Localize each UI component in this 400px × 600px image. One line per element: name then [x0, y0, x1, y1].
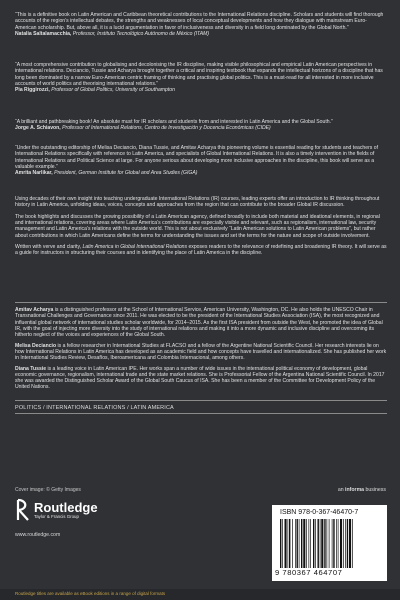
ebook-notice: Routledge titles are available as eBook editions in a range of digital formats [15, 591, 166, 596]
editor-bios [15, 307, 387, 391]
reviewer-affiliation: Professor of International Relations, Centro de Investigación y Docencia Económicas (CIDE) [62, 125, 271, 132]
divider [15, 400, 387, 401]
review-quote: “Under the outstanding editorship of Melisa Deciancio, Diana Tussie, and Amitav Acharya this pioneering volume is essential reading for students and teachers of International Relations specifically with reference to Latin America, and specialists of Global International Relations. It is also a timely intervention in the fields of International Relations and Political Science at large. For anyone serious about developing more inclusive approaches in the discipline, this book will serve as a valuable example.” [15, 145, 378, 170]
review-4 [15, 145, 387, 177]
reviewer-affiliation: Professor, Instituto Tecnológico Autónomo de México (ITAM) [72, 30, 210, 37]
routledge-logo [15, 495, 115, 525]
bio-tussie: Diana Tussie is a leading voice in Latin American IPE. Her works span a number of wide issues in the international political economy of development, global economic governance, regionalism, international trade and the state market relations. She is Professorial Fellow of the Argentina National Scientific Council. In 2017 she was awarded the Distinguished Scholar Award of the Global South Caucus of ISA. She has been a member of the Committee for Development Policy of the United Nations. [15, 365, 385, 391]
publisher-tagline: Taylor & Francis Group [34, 514, 79, 519]
description-paragraph-2: The book highlights and discusses the growing possibility of a Latin American agency, defined broadly to include both material and ideational elements, in regional and international relations, covering areas where Latin America’s contributions are especially visible and relevant, such as regionalism, international law, security management and Latin America’s relations with the outside world. This is not about exclusively “Latin American solutions to Latin American problems”, but rather about contributions in which Latin Americans define the terms for understanding the issues and set the terms for the nature and scope of outside involvement. [15, 213, 380, 239]
divider [15, 413, 387, 414]
review-2 [15, 62, 387, 94]
reviewer-name: Pia Riggirozzi, [15, 87, 50, 94]
informa-business: an informa business [337, 487, 386, 493]
footer-bar [0, 589, 400, 600]
review-quote: “A brilliant and pathbreaking book! An absolute must for IR scholars and students from and interested in Latin America and the Global South.” [15, 119, 333, 125]
description [15, 196, 387, 257]
review-quote: “A most comprehensive contribution to globalising and decolonising the IR discipline, making visible philosophical and empirical Latin American perspectives in international relations. Deciancio, Tussie and Acharya brought together a critical and inspiring textbook that expands the intellectual horizons of a discipline that has long been dominated by a narrow Euro-American centric framing of thinking and practising global politics. This is a must-read for all interested in more inclusive accounts of world politics and theorising international relations.” [15, 62, 383, 87]
barcode-block [272, 505, 387, 581]
reviewer-name: Jorge A. Schiavon, [15, 125, 61, 132]
description-paragraph-1: Using decades of their own insight into teaching undergraduate International Relations (IR) courses, leading experts offer an introduction to IR thinking throughout history in Latin America, unfolding ideas, voices, concepts and approaches from the region that can contribute to the broader Global IR discussion. [15, 196, 380, 209]
review-quote: “This is a definitive book on Latin American and Caribbean theoretical contributions to the International Relations discipline. Scholars and students will find thorough accounts of the region’s intellectual debates, the strengths and weaknesses of local conceptual developments and how they dialogue with mainstream Euro-American scholarship. But, above all, it is a lucid argumentation in favor of inclusiveness and diversity in a field long dominated by the Global North.” [15, 12, 384, 31]
review-3 [15, 119, 387, 132]
publisher-url: www.routledge.com [15, 532, 61, 538]
isbn-label: ISBN 978-0-367-46470-7 [280, 509, 359, 516]
editor-name: Melisa Deciancio [15, 342, 57, 349]
editor-name: Diana Tussie [15, 365, 47, 372]
reviewer-name: Amrita Narlikar, [15, 170, 53, 177]
reviewer-name: Natalia Saltalamacchia, [15, 30, 72, 37]
barcode-digits: 9 780367 464707 [275, 568, 343, 577]
divider [15, 302, 387, 303]
reviewer-affiliation: President, German Institute for Global and Area Studies (GIGA) [54, 170, 198, 177]
editor-name: Amitav Acharya [15, 307, 54, 313]
bio-deciancio: Melisa Deciancio is a fellow researcher in International Studies at FLACSO and a fellow of the Argentine National Scientific Council. Her research interests lie on how International Relations in Latin America has developed as an academic field and how concepts have travelled and internationalized. She has published her work in International Studies Review, Desafíos, Iberoamericana and Colombia Internacional, among others. [15, 342, 387, 362]
book-title: Latin America in Global International Relations [82, 243, 188, 250]
barcode-icon [280, 519, 380, 568]
cover-credit: Cover image: © Getty Images [15, 487, 81, 493]
bio-acharya: Amitav Acharya is a distinguished professor at the School of International Service, American University, Washington, DC. He also holds the UNESCO Chair in Transnational Challenges and Governance since 2011. He was elected to be the president of the International Studies Association (ISA), the most recognized and influential global network of international studies scholar worldwide, for 2014–2015. As the first ISA president from outside the West, he promoted the idea of Global IR, with the goal of injecting more diversity into the study of international relations and making it into a more dynamic and inclusive discipline and overcoming its hitherto neglect of the voices and experiences of the Global South. [15, 307, 383, 339]
routledge-mark-icon [15, 498, 31, 522]
subject-categories: POLITICS / INTERNATIONAL RELATIONS / LATIN AMERICA [15, 405, 174, 411]
reviewer-affiliation: Professor of Global Politics, University of Southampton [51, 87, 175, 94]
review-1 [15, 12, 387, 37]
description-paragraph-3: Written with verve and clarity, Latin America in Global International Relations exposes readers to the relevance of redefining and broadening IR theory. It will serve as a guide for instructors in structuring their courses and in identifying the place of Latin America in the discipline. [15, 243, 387, 257]
publisher-name: Routledge [34, 500, 98, 515]
